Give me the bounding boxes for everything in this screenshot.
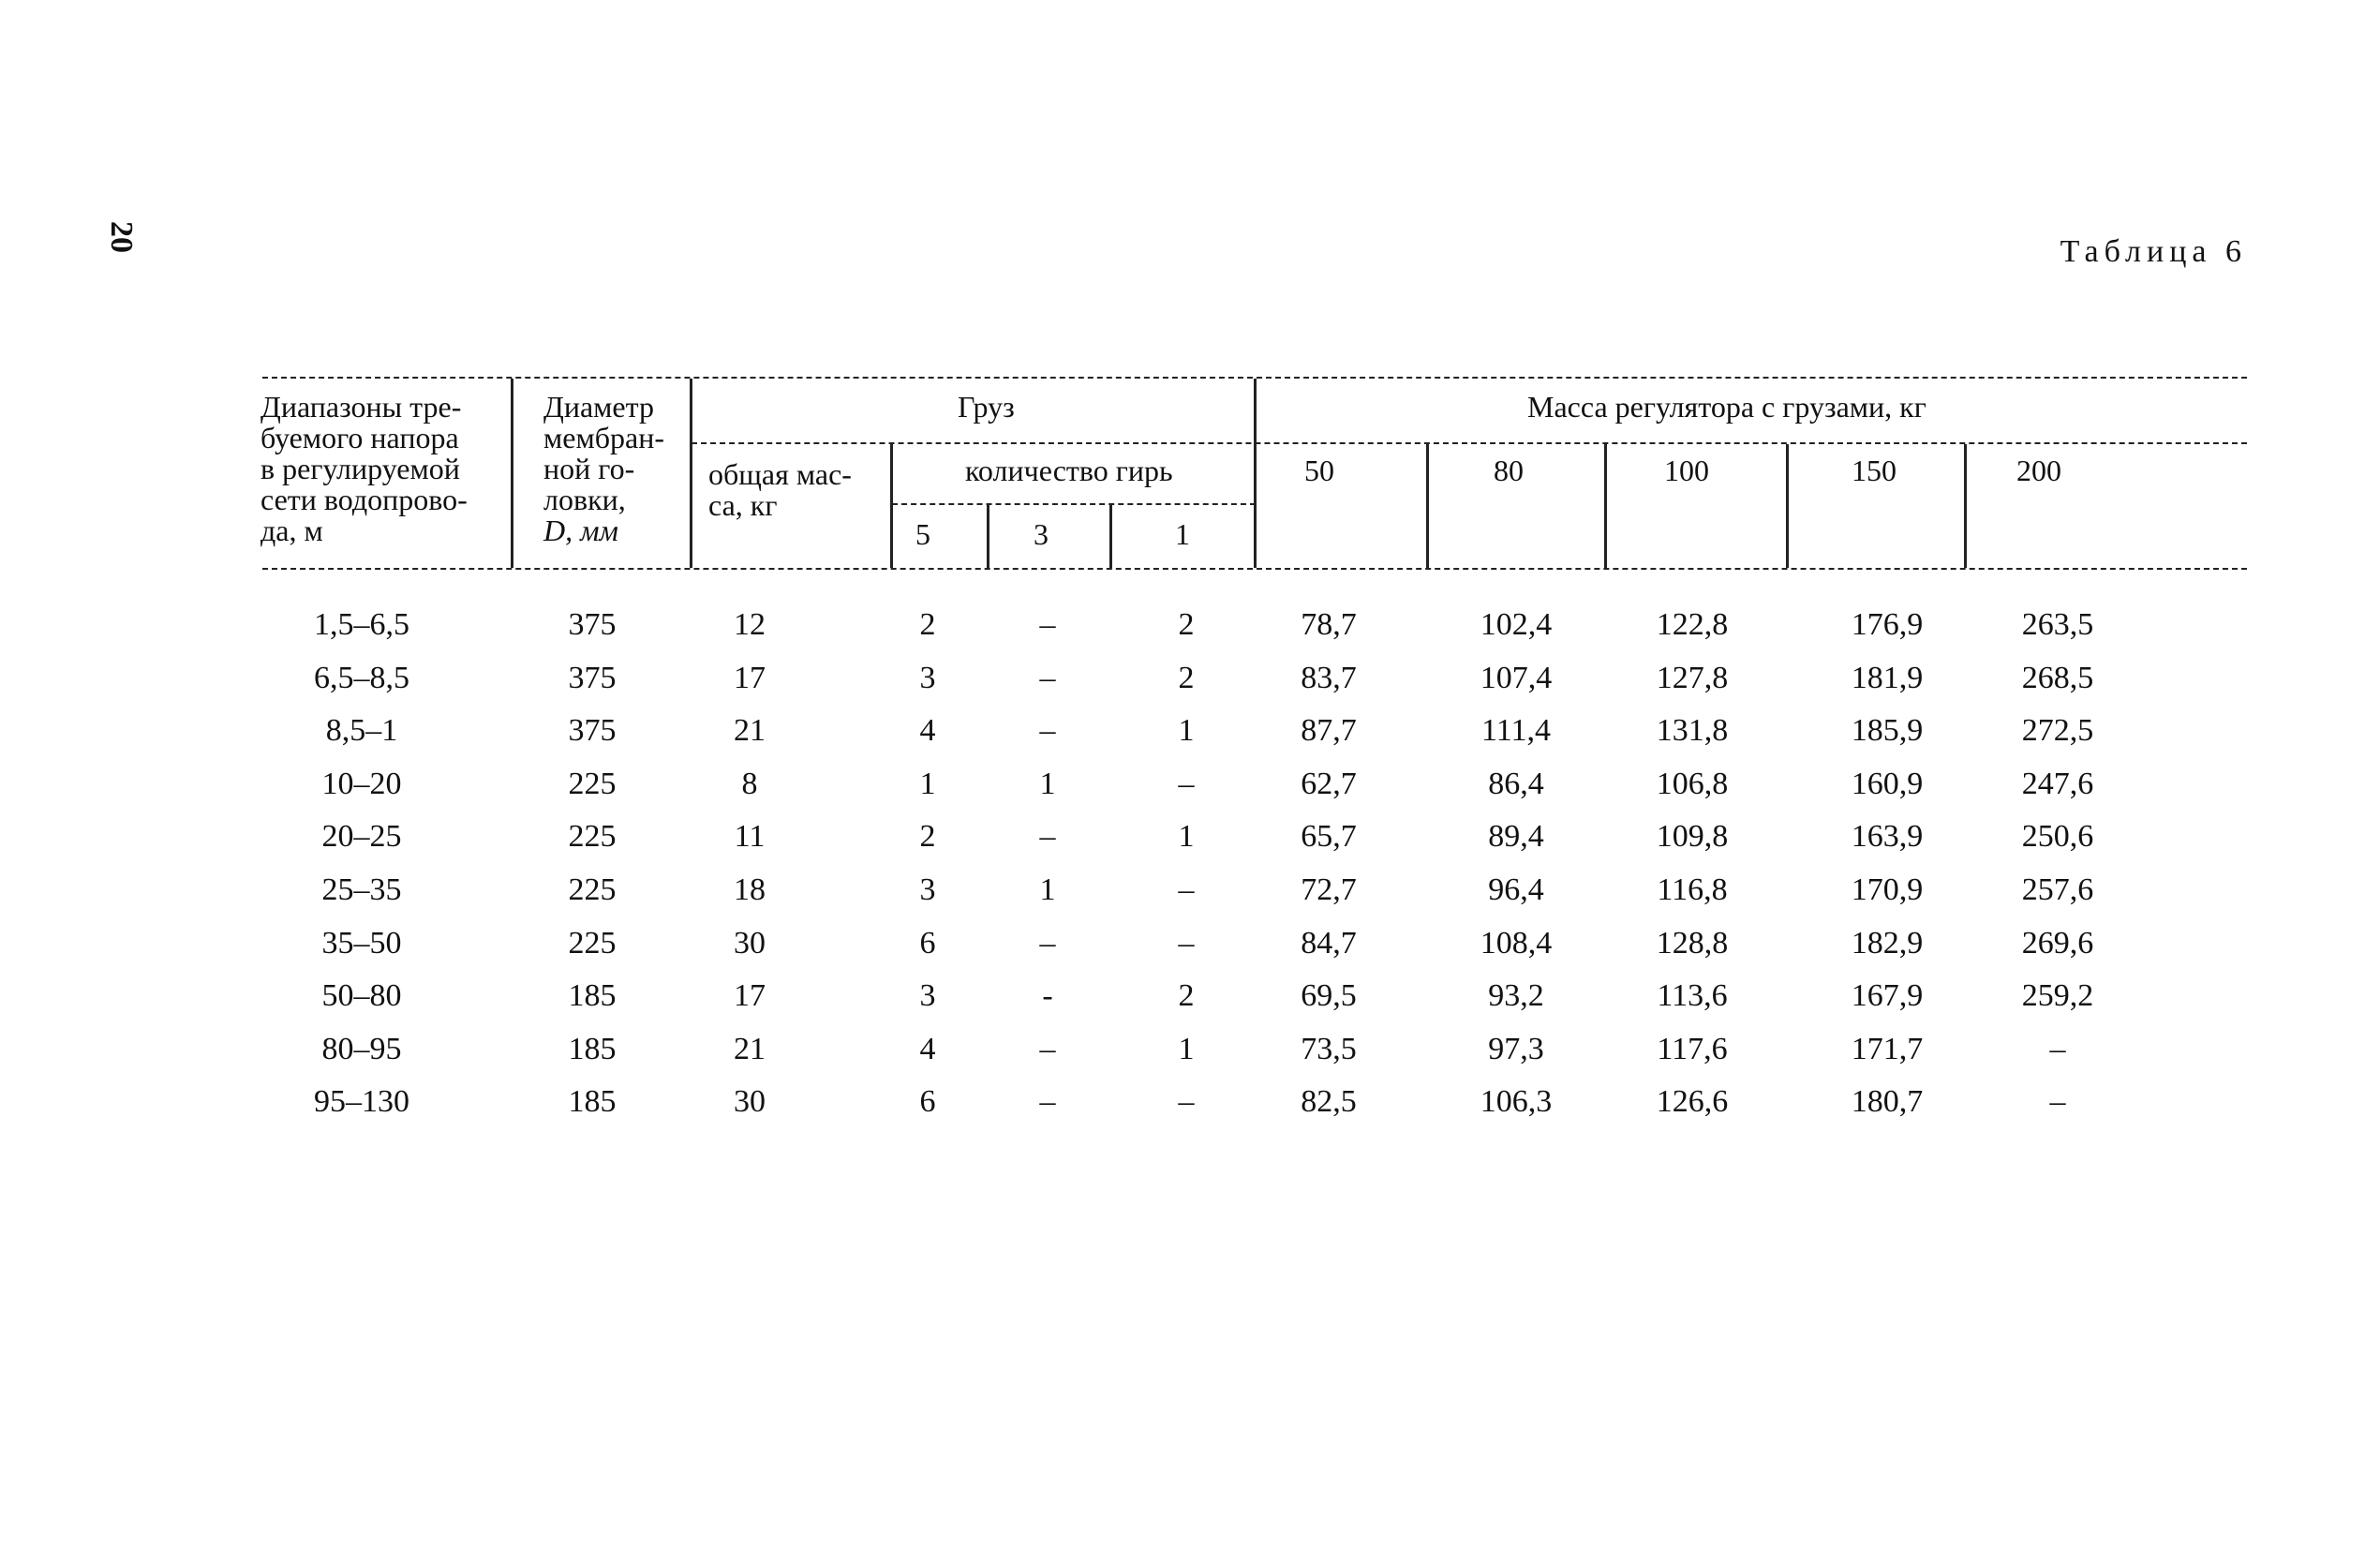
table-cell: 3 bbox=[919, 872, 936, 907]
table-cell: 2 bbox=[919, 819, 936, 855]
table-cell: 73,5 bbox=[1301, 1031, 1357, 1066]
table-cell: 1,5–6,5 bbox=[314, 607, 409, 642]
header-mass-150: 150 bbox=[1852, 454, 1897, 487]
header-weight-3: 3 bbox=[1034, 517, 1049, 551]
table-cell: 375 bbox=[568, 660, 617, 695]
table-cell: 185 bbox=[568, 1084, 617, 1120]
table-cell: 128,8 bbox=[1656, 925, 1729, 961]
table-cell: 89,4 bbox=[1488, 819, 1544, 855]
table-cell: 83,7 bbox=[1301, 660, 1357, 695]
table-cell: – bbox=[1178, 1084, 1195, 1120]
table-cell: 84,7 bbox=[1301, 925, 1357, 961]
table-cell: 17 bbox=[734, 978, 766, 1014]
table-cell: 30 bbox=[734, 925, 766, 961]
table-cell: 176,9 bbox=[1851, 607, 1924, 642]
table-cell: – bbox=[1178, 925, 1195, 961]
table-cell: 72,7 bbox=[1301, 872, 1357, 907]
table-cell: - bbox=[1042, 978, 1053, 1014]
table-cell: 126,6 bbox=[1656, 1084, 1729, 1120]
col-divider bbox=[690, 379, 692, 568]
table-cell: 1 bbox=[1039, 872, 1056, 907]
table-cell: 102,4 bbox=[1480, 607, 1553, 642]
table-cell: 167,9 bbox=[1851, 978, 1924, 1014]
table-cell: – bbox=[1039, 713, 1056, 749]
header-diameter: Диаметр мембран- ной го- ловки, D, мм bbox=[543, 390, 664, 547]
table-cell: 3 bbox=[919, 660, 936, 695]
page-number: 20 bbox=[104, 221, 139, 253]
table-cell: 1 bbox=[919, 766, 936, 801]
table-cell: 18 bbox=[734, 872, 766, 907]
header-mass-80: 80 bbox=[1494, 454, 1524, 487]
table-cell: 250,6 bbox=[2021, 819, 2094, 855]
header-rule-1 bbox=[692, 442, 2247, 444]
header-range: Диапазоны тре- буемого напора в регулируемой сети водопрово- да, м bbox=[260, 390, 468, 547]
table-cell: – bbox=[1039, 819, 1056, 855]
table-cell: 181,9 bbox=[1851, 660, 1924, 695]
header-bottom-rule bbox=[262, 568, 2247, 570]
table-cell: 2 bbox=[1178, 978, 1195, 1014]
table-cell: 109,8 bbox=[1656, 819, 1729, 855]
table-cell: 225 bbox=[568, 766, 617, 801]
header-mass-100: 100 bbox=[1664, 454, 1709, 487]
table-cell: 180,7 bbox=[1851, 1084, 1924, 1120]
table-cell: 225 bbox=[568, 819, 617, 855]
table-cell: 268,5 bbox=[2021, 660, 2094, 695]
table-caption: Таблица 6 bbox=[2060, 234, 2247, 269]
header-rule-2 bbox=[892, 503, 1256, 505]
table-cell: 10–20 bbox=[321, 766, 402, 801]
col-divider bbox=[987, 505, 989, 568]
table-cell: – bbox=[1178, 766, 1195, 801]
table-cell: 2 bbox=[1178, 660, 1195, 695]
table-cell: – bbox=[2049, 1084, 2066, 1120]
table-cell: 86,4 bbox=[1488, 766, 1544, 801]
table-cell: – bbox=[1178, 872, 1195, 907]
table-cell: 113,6 bbox=[1657, 978, 1728, 1014]
col-divider bbox=[890, 444, 893, 568]
header-load: Груз bbox=[958, 390, 1015, 424]
col-divider bbox=[1426, 444, 1429, 568]
table-cell: 182,9 bbox=[1851, 925, 1924, 961]
col-divider bbox=[1109, 505, 1112, 568]
header-mass-50: 50 bbox=[1304, 454, 1334, 487]
table-cell: 225 bbox=[568, 925, 617, 961]
table-cell: 106,8 bbox=[1656, 766, 1729, 801]
table-cell: 11 bbox=[734, 819, 766, 855]
col-divider bbox=[1964, 444, 1967, 568]
table-cell: 163,9 bbox=[1851, 819, 1924, 855]
header-total-mass: общая мас- са, кг bbox=[708, 457, 852, 522]
table-cell: 4 bbox=[919, 713, 936, 749]
table-cell: 97,3 bbox=[1488, 1031, 1544, 1066]
table-cell: 257,6 bbox=[2021, 872, 2094, 907]
table-cell: 69,5 bbox=[1301, 978, 1357, 1014]
table-cell: – bbox=[1039, 1084, 1056, 1120]
table-cell: 127,8 bbox=[1656, 660, 1729, 695]
table-cell: 3 bbox=[919, 978, 936, 1014]
table-cell: 20–25 bbox=[321, 819, 402, 855]
table-cell: 17 bbox=[734, 660, 766, 695]
col-divider bbox=[1254, 379, 1257, 568]
table-cell: 2 bbox=[1178, 607, 1195, 642]
col-divider bbox=[1786, 444, 1789, 568]
table-cell: 225 bbox=[568, 872, 617, 907]
table-cell: 2 bbox=[919, 607, 936, 642]
table-cell: 116,8 bbox=[1657, 872, 1728, 907]
table-cell: 131,8 bbox=[1656, 713, 1729, 749]
table-cell: 107,4 bbox=[1480, 660, 1553, 695]
table-cell: – bbox=[1039, 1031, 1056, 1066]
table-cell: 106,3 bbox=[1480, 1084, 1553, 1120]
table-cell: 111,4 bbox=[1481, 713, 1551, 749]
table-cell: 78,7 bbox=[1301, 607, 1357, 642]
table-cell: 6 bbox=[919, 925, 936, 961]
table-cell: 4 bbox=[919, 1031, 936, 1066]
table-cell: 6 bbox=[919, 1084, 936, 1120]
table-cell: 122,8 bbox=[1656, 607, 1729, 642]
table-cell: 65,7 bbox=[1301, 819, 1357, 855]
header-regulator-mass: Масса регулятора с грузами, кг bbox=[1527, 390, 1926, 424]
table-cell: – bbox=[2049, 1031, 2066, 1066]
table-cell: 171,7 bbox=[1851, 1031, 1924, 1066]
table-cell: 96,4 bbox=[1488, 872, 1544, 907]
table-cell: 8 bbox=[741, 766, 758, 801]
table-cell: 263,5 bbox=[2021, 607, 2094, 642]
table-cell: 21 bbox=[734, 1031, 766, 1066]
table-cell: 185 bbox=[568, 978, 617, 1014]
table-cell: 25–35 bbox=[321, 872, 402, 907]
table-cell: 82,5 bbox=[1301, 1084, 1357, 1120]
table-cell: 80–95 bbox=[321, 1031, 402, 1066]
table-cell: 50–80 bbox=[321, 978, 402, 1014]
table-cell: 272,5 bbox=[2021, 713, 2094, 749]
table-cell: 1 bbox=[1178, 819, 1195, 855]
table-cell: 8,5–1 bbox=[325, 713, 398, 749]
table-cell: 93,2 bbox=[1488, 978, 1544, 1014]
col-divider bbox=[511, 379, 513, 568]
table-cell: 30 bbox=[734, 1084, 766, 1120]
table-cell: – bbox=[1039, 925, 1056, 961]
table-cell: 160,9 bbox=[1851, 766, 1924, 801]
table-cell: 375 bbox=[568, 607, 617, 642]
table-cell: 375 bbox=[568, 713, 617, 749]
header-weights-count: количество гирь bbox=[965, 454, 1173, 487]
table-cell: 269,6 bbox=[2021, 925, 2094, 961]
table-cell: 21 bbox=[734, 713, 766, 749]
table-cell: 12 bbox=[734, 607, 766, 642]
table-cell: 62,7 bbox=[1301, 766, 1357, 801]
table-cell: 35–50 bbox=[321, 925, 402, 961]
table-cell: 185 bbox=[568, 1031, 617, 1066]
table-cell: 117,6 bbox=[1657, 1031, 1728, 1066]
table-cell: 87,7 bbox=[1301, 713, 1357, 749]
table-cell: – bbox=[1039, 607, 1056, 642]
table-cell: 1 bbox=[1178, 713, 1195, 749]
table-cell: 259,2 bbox=[2021, 978, 2094, 1014]
table-cell: 185,9 bbox=[1851, 713, 1924, 749]
header-mass-200: 200 bbox=[2016, 454, 2061, 487]
header-weight-1: 1 bbox=[1175, 517, 1190, 551]
table-cell: – bbox=[1039, 660, 1056, 695]
table-cell: 95–130 bbox=[314, 1084, 409, 1120]
table-cell: 1 bbox=[1039, 766, 1056, 801]
table-cell: 6,5–8,5 bbox=[314, 660, 409, 695]
header-weight-5: 5 bbox=[915, 517, 930, 551]
table-cell: 247,6 bbox=[2021, 766, 2094, 801]
table-cell: 1 bbox=[1178, 1031, 1195, 1066]
table-cell: 108,4 bbox=[1480, 925, 1553, 961]
col-divider bbox=[1604, 444, 1607, 568]
table-cell: 170,9 bbox=[1851, 872, 1924, 907]
